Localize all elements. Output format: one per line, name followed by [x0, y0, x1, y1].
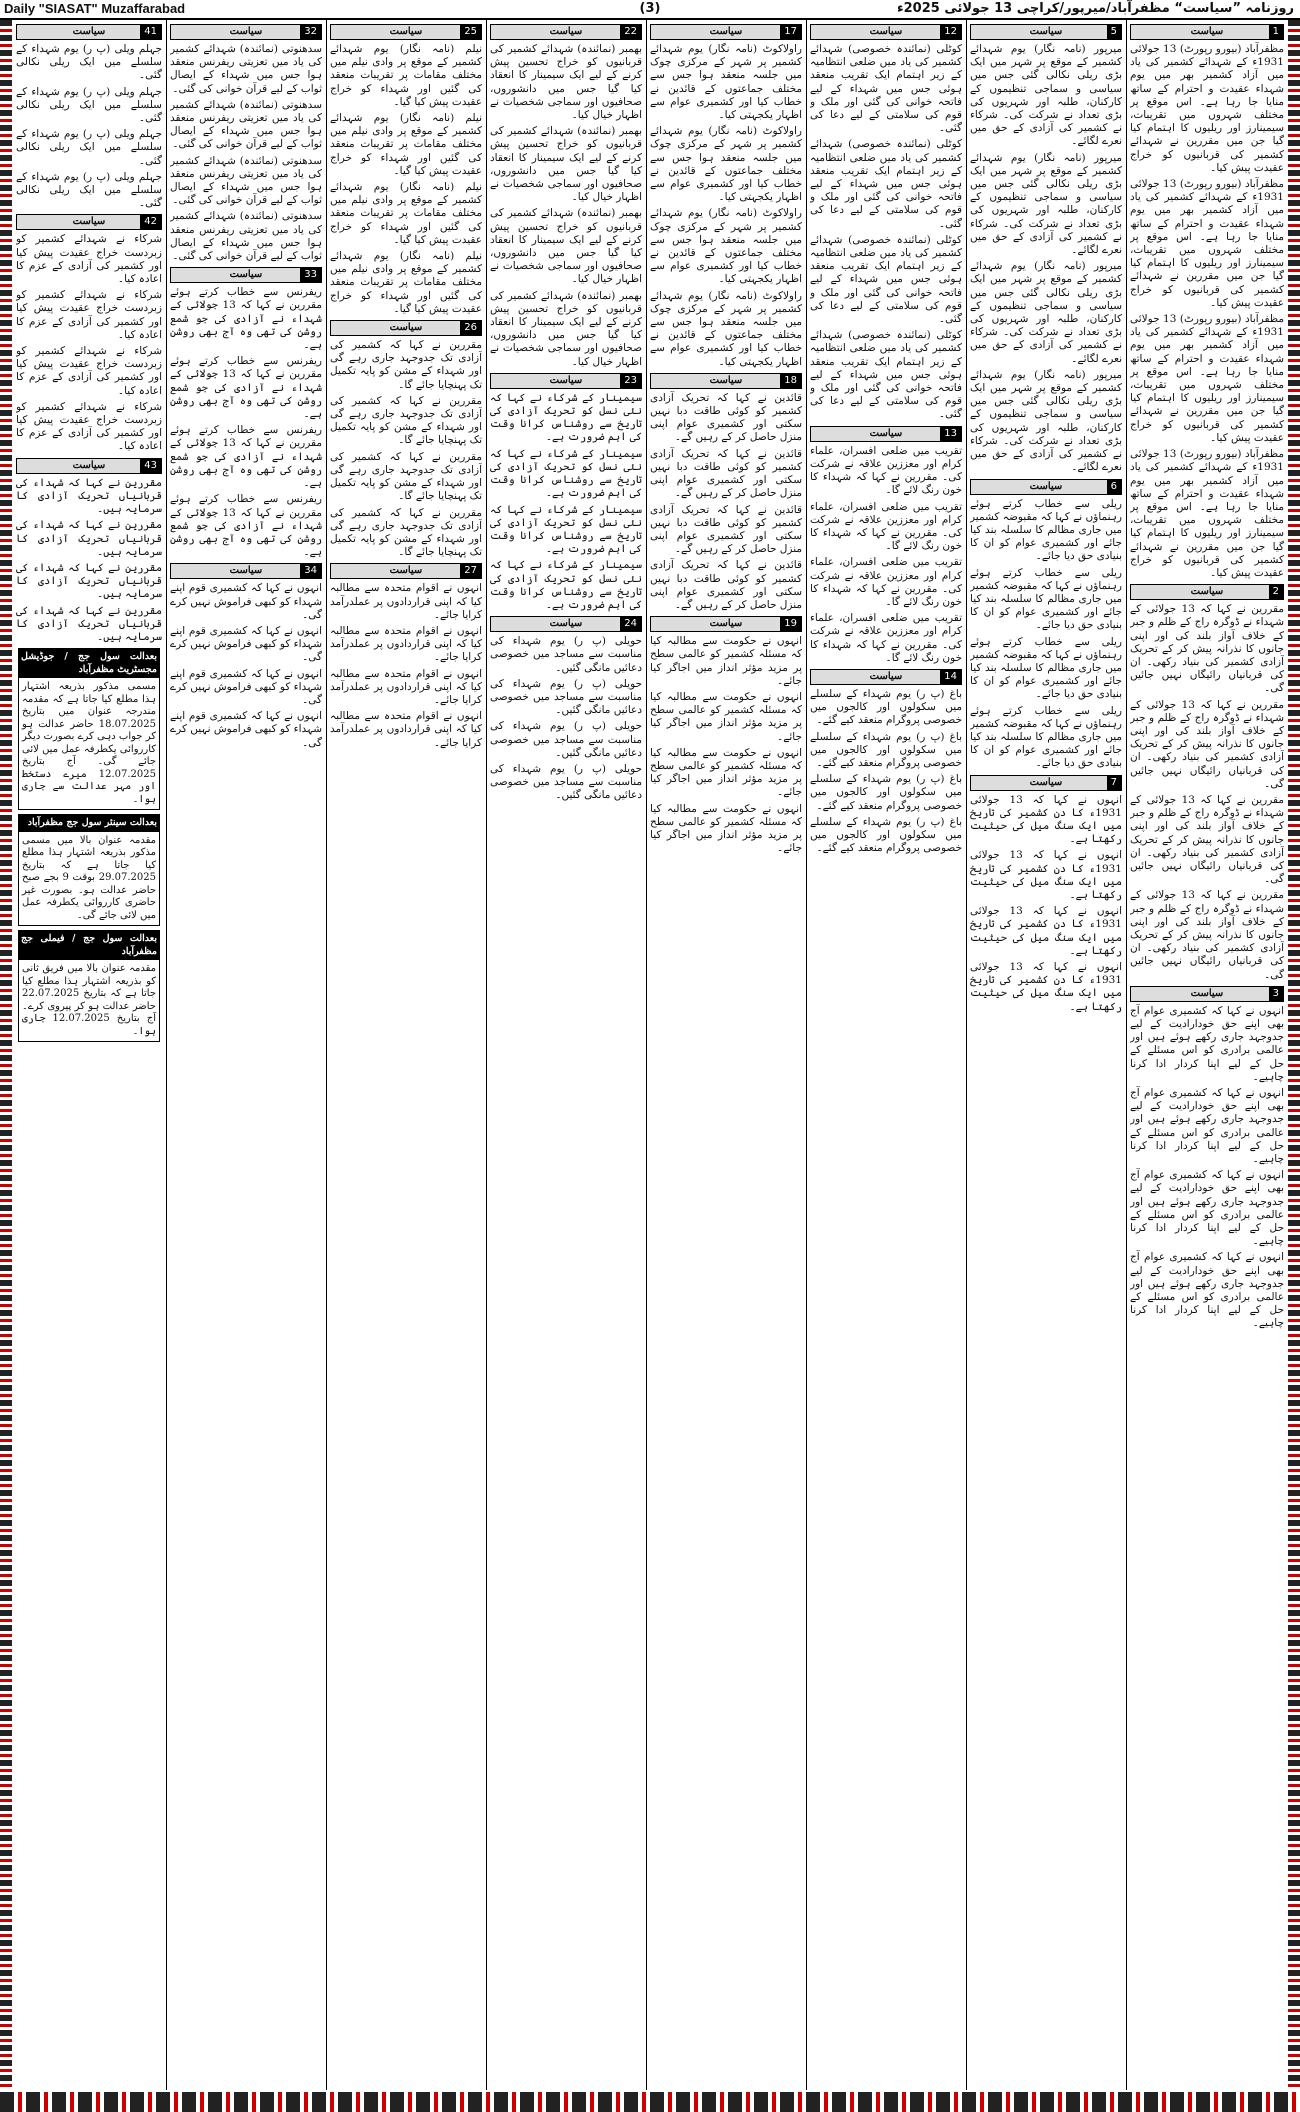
story-text: انہوں نے حکومت سے مطالبہ کیا کہ مسئلہ کشمیر کو عالمی سطح پر مزید مؤثر انداز میں اجاگر کیا جائے۔ [650, 802, 802, 855]
story-number: 14 [940, 670, 961, 684]
story-text: سیمینار کے شرکاء نے کہا کہ نئی نسل کو تحریک آزادی کی تاریخ سے روشناس کرانا وقت کی اہم ضرورت ہے۔ [490, 447, 642, 500]
story-text: راولاکوٹ (نامہ نگار) یوم شہدائے کشمیر پر شہر کے مرکزی چوک میں جلسہ منعقد ہوا جس سے مختلف جماعتوں کے قائدین نے خطاب کیا اور کشمیری عوام سے اظہار یکجہتی کیا۔ [650, 207, 802, 286]
column-6 [330, 20, 482, 2090]
story-header [16, 24, 162, 40]
story-label: سیاست [1190, 987, 1224, 999]
story-text: میرپور (نامہ نگار) یوم شہدائے کشمیر کے موقع پر شہر میں ایک بڑی ریلی نکالی گئی جس میں سیاسی و سماجی تنظیموں کے کارکنان، طلبہ اور شہریوں کی بڑی تعداد نے شرکت کی۔ شرکاء نے کشمیر کی آزادی کے حق میں نعرے لگائے۔ [970, 43, 1122, 148]
story-label: سیاست [389, 565, 423, 577]
story-text: باغ (پ ر) یوم شہداء کے سلسلے میں سکولوں اور کالجوں میں خصوصی پروگرام منعقد کیے گئے۔ [810, 687, 962, 727]
story-number: 23 [620, 374, 641, 388]
story-number: 41 [140, 25, 161, 39]
story-text: قائدین نے کہا کہ تحریک آزادی کشمیر کو کوئی طاقت دبا نہیں سکتی اور کشمیری عوام اپنی منزل حاصل کر کے رہیں گے۔ [650, 447, 802, 500]
story-text: مقررین نے کہا کہ کشمیر کی آزادی تک جدوجہد جاری رہے گی اور شہداء کے مشن کو پایہ تکمیل تک پہنچایا جائے گا۔ [330, 339, 482, 391]
story-label: سیاست [389, 26, 423, 37]
story-text: کوٹلی (نمائندہ خصوصی) شہدائے کشمیر کی یاد میں ضلعی انتظامیہ کے زیر اہتمام ایک تقریب منعقد ہوئی جس میں شہداء کے لیے فاتحہ خوانی کی گئی اور ملک و قوم کی سلامتی کے لیے دعا کی گئی۔ [810, 138, 962, 230]
story-text: انہوں نے کہا کہ 13 جولائی 1931ء کا دن کشمیر کی تاریخ میں ایک سنگ میل کی حیثیت رکھتا ہے۔ [970, 849, 1122, 901]
story-number: 5 [1107, 25, 1121, 39]
story-text: سدھنوتی (نمائندہ) شہدائے کشمیر کی یاد میں تعزیتی ریفرنس منعقد ہوا جس میں شہداء کے ایصال ثواب کے لیے قرآن خوانی کی گئی۔ [170, 210, 322, 263]
column-7 [170, 20, 322, 2090]
story-text: سدھنوتی (نمائندہ) شہدائے کشمیر کی یاد میں تعزیتی ریفرنس منعقد ہوا جس میں شہداء کے ایصال ثواب کے لیے قرآن خوانی کی گئی۔ [170, 154, 322, 207]
story-text: مظفرآباد (بیورو رپورٹ) 13 جولائی 1931ء کے شہدائے کشمیر کی یاد میں آزاد کشمیر بھر میں یوم شہداء عقیدت و احترام کے ساتھ منایا جا رہا ہے۔ اس موقع پر مختلف شہروں میں تقریبات، سیمینارز اور ریلیوں کا اہتمام کیا گیا جن میں مقررین نے شہدائے کشمیر کی قربانیوں کو خراج عقیدت پیش کیا۔ [1130, 313, 1284, 444]
court-notice-body: مقدمہ عنوان بالا میں مسمی مذکور بذریعہ اشتہار ہذا مطلع کیا جاتا ہے کہ بتاریخ 29.07.2025 بوقت 9 بجے صبح حاضر عدالت ہو۔ بصورت غیر حاضری کارروائی یکطرفہ عمل میں لائی جائے گی۔ [22, 834, 156, 921]
story-text: ریفرنس سے خطاب کرتے ہوئے مقررین نے کہا کہ 13 جولائی کے شہداء نے آزادی کی جو شمع روشن کی تھی وہ آج بھی روشن ہے۔ [170, 355, 322, 421]
court-notice-body: مقدمہ عنوان بالا میں فریق ثانی کو بذریعہ اشتہار ہذا مطلع کیا جاتا ہے کہ بتاریخ 22.07.2025 حاضر عدالت ہو کر پیروی کرے۔ آج بتاریخ 12.07.2025 جاری ہوا۔ [22, 963, 156, 1037]
story-number: 26 [460, 321, 481, 335]
story-label: سیاست [1190, 586, 1224, 598]
story-header [490, 616, 642, 632]
left-decorative-border [0, 20, 12, 2090]
story-text: مظفرآباد (بیورو رپورٹ) 13 جولائی 1931ء کے شہدائے کشمیر کی یاد میں آزاد کشمیر بھر میں یوم شہداء عقیدت و احترام کے ساتھ منایا جا رہا ہے۔ اس موقع پر مختلف شہروں میں تقریبات، سیمینارز اور ریلیوں کا اہتمام کیا گیا جن میں مقررین نے شہدائے کشمیر کی قربانیوں کو خراج عقیدت پیش کیا۔ [1130, 178, 1284, 309]
story-number: 24 [620, 617, 641, 631]
story-text: راولاکوٹ (نامہ نگار) یوم شہدائے کشمیر پر شہر کے مرکزی چوک میں جلسہ منعقد ہوا جس سے مختلف جماعتوں کے قائدین نے خطاب کیا اور کشمیری عوام سے اظہار یکجہتی کیا۔ [650, 289, 802, 368]
story-text: مظفرآباد (بیورو رپورٹ) 13 جولائی 1931ء کے شہدائے کشمیر کی یاد میں آزاد کشمیر بھر میں یوم شہداء عقیدت و احترام کے ساتھ منایا جا رہا ہے۔ اس موقع پر مختلف شہروں میں تقریبات، سیمینارز اور ریلیوں کا اہتمام کیا گیا جن میں مقررین نے شہدائے کشمیر کی قربانیوں کو خراج عقیدت پیش کیا۔ [1130, 43, 1284, 174]
story-text: نیلم (نامہ نگار) یوم شہدائے کشمیر کے موقع پر وادی نیلم میں مختلف مقامات پر تقریبات منعقد کی گئیں اور شہداء کو خراج عقیدت پیش کیا گیا۔ [330, 181, 482, 246]
story-text: انہوں نے اقوام متحدہ سے مطالبہ کیا کہ اپنی قراردادوں پر عملدرآمد کرایا جائے۔ [330, 710, 482, 749]
story-text: حویلی (پ ر) یوم شہداء کی مناسبت سے مساجد میں خصوصی دعائیں مانگی گئیں۔ [490, 762, 642, 802]
story-text: شرکاء نے شہدائے کشمیر کو زبردست خراج عقیدت پیش کیا اور کشمیر کی آزادی کے عزم کا اعادہ کیا۔ [16, 233, 162, 286]
story-header [810, 669, 962, 685]
story-header [970, 24, 1122, 40]
story-header [170, 267, 322, 283]
story-number: 32 [300, 25, 321, 39]
story-text: حویلی (پ ر) یوم شہداء کی مناسبت سے مساجد میں خصوصی دعائیں مانگی گئیں۔ [490, 635, 642, 674]
story-text: قائدین نے کہا کہ تحریک آزادی کشمیر کو کوئی طاقت دبا نہیں سکتی اور کشمیری عوام اپنی منزل حاصل کر کے رہیں گے۔ [650, 559, 802, 611]
story-text: انہوں نے حکومت سے مطالبہ کیا کہ مسئلہ کشمیر کو عالمی سطح پر مزید مؤثر انداز میں اجاگر کیا جائے۔ [650, 746, 802, 799]
story-text: حویلی (پ ر) یوم شہداء کی مناسبت سے مساجد میں خصوصی دعائیں مانگی گئیں۔ [490, 677, 642, 717]
story-number: 33 [300, 268, 321, 282]
story-text: ریلی سے خطاب کرتے ہوئے رہنماؤں نے کہا کہ مقبوضہ کشمیر میں جاری مظالم کا سلسلہ بند کیا جائے اور کشمیری عوام کو ان کا بنیادی حق دیا جائے۔ [970, 635, 1122, 701]
story-label: سیاست [869, 26, 903, 37]
column-1 [1130, 20, 1284, 2090]
story-header [1130, 24, 1284, 40]
story-text: ریفرنس سے خطاب کرتے ہوئے مقررین نے کہا کہ 13 جولائی کے شہداء نے آزادی کی جو شمع روشن کی تھی وہ آج بھی روشن ہے۔ [170, 286, 322, 352]
story-text: باغ (پ ر) یوم شہداء کے سلسلے میں سکولوں اور کالجوں میں خصوصی پروگرام منعقد کیے گئے۔ [810, 730, 962, 769]
story-text: انہوں نے کہا کہ کشمیری قوم اپنے شہداء کو کبھی فراموش نہیں کرے گی۔ [170, 624, 322, 664]
story-header [970, 775, 1122, 791]
story-header [650, 616, 802, 632]
story-text: مقررین نے کہا کہ شہداء کی قربانیاں تحریک آزادی کا سرمایہ ہیں۔ [16, 561, 162, 601]
story-text: انہوں نے کہا کہ کشمیری قوم اپنے شہداء کو کبھی فراموش نہیں کرے گی۔ [170, 710, 322, 749]
story-number: 17 [780, 25, 801, 39]
story-number: 19 [780, 617, 801, 631]
story-text: جہلم ویلی (پ ر) یوم شہداء کے سلسلے میں ایک ریلی نکالی گئی۔ [16, 85, 162, 125]
story-text: مقررین نے کہا کہ 13 جولائی کے شہداء نے ڈوگرہ راج کے ظلم و جبر کے خلاف آواز بلند کی اور اپنی جانوں کا نذرانہ پیش کر کے تحریک آزادی کشمیر کی بنیاد رکھی۔ ان کی قربانیاں رائیگاں نہیں جائیں گی۔ [1130, 793, 1284, 886]
story-text: ریلی سے خطاب کرتے ہوئے رہنماؤں نے کہا کہ مقبوضہ کشمیر میں جاری مظالم کا سلسلہ بند کیا جائے اور کشمیری عوام کو ان کا بنیادی حق دیا جائے۔ [970, 497, 1122, 563]
court-notice [18, 814, 160, 926]
story-text: راولاکوٹ (نامہ نگار) یوم شہدائے کشمیر پر شہر کے مرکزی چوک میں جلسہ منعقد ہوا جس سے مختلف جماعتوں کے قائدین نے خطاب کیا اور کشمیری عوام سے اظہار یکجہتی کیا۔ [650, 43, 802, 122]
court-notice [18, 648, 160, 810]
story-text: مقررین نے کہا کہ شہداء کی قربانیاں تحریک آزادی کا سرمایہ ہیں۔ [16, 604, 162, 643]
story-number: 42 [140, 215, 161, 229]
story-number: 12 [940, 25, 961, 39]
story-text: میرپور (نامہ نگار) یوم شہدائے کشمیر کے موقع پر شہر میں ایک بڑی ریلی نکالی گئی جس میں سیاسی و سماجی تنظیموں کے کارکنان، طلبہ اور شہریوں کی بڑی تعداد نے شرکت کی۔ شرکاء نے کشمیر کی آزادی کے حق میں نعرے لگائے۔ [970, 260, 1122, 365]
story-text: انہوں نے کہا کہ 13 جولائی 1931ء کا دن کشمیر کی تاریخ میں ایک سنگ میل کی حیثیت رکھتا ہے۔ [970, 793, 1122, 846]
story-header [330, 24, 482, 40]
story-text: تقریب میں ضلعی افسران، علماء کرام اور معززین علاقہ نے شرکت کی۔ مقررین نے کہا کہ شہداء کا خون رنگ لائے گا۔ [810, 612, 962, 664]
story-header [810, 426, 962, 442]
story-text: میرپور (نامہ نگار) یوم شہدائے کشمیر کے موقع پر شہر میں ایک بڑی ریلی نکالی گئی جس میں سیاسی و سماجی تنظیموں کے کارکنان، طلبہ اور شہریوں کی بڑی تعداد نے شرکت کی۔ شرکاء نے کشمیر کی آزادی کے حق میں نعرے لگائے۔ [970, 151, 1122, 257]
story-label: سیاست [1029, 26, 1063, 37]
story-label: سیاست [869, 427, 903, 439]
story-label: سیاست [1029, 480, 1063, 492]
story-text: کوٹلی (نمائندہ خصوصی) شہدائے کشمیر کی یاد میں ضلعی انتظامیہ کے زیر اہتمام ایک تقریب منعقد ہوئی جس میں شہداء کے لیے فاتحہ خوانی کی گئی اور ملک و قوم کی سلامتی کے لیے دعا کی گئی۔ [810, 233, 962, 326]
story-text: انہوں نے کہا کہ 13 جولائی 1931ء کا دن کشمیر کی تاریخ میں ایک سنگ میل کی حیثیت رکھتا ہے۔ [970, 905, 1122, 957]
story-text: جہلم ویلی (پ ر) یوم شہداء کے سلسلے میں ایک ریلی نکالی گئی۔ [16, 43, 162, 82]
story-text: بھمبر (نمائندہ) شہدائے کشمیر کی قربانیوں کو خراج تحسین پیش کرنے کے لیے ایک سیمینار کا انعقاد کیا گیا جس میں دانشوروں، صحافیوں اور سماجی شخصیات نے اظہار خیال کیا۔ [490, 43, 642, 122]
story-label: سیاست [229, 269, 263, 281]
story-text: جہلم ویلی (پ ر) یوم شہداء کے سلسلے میں ایک ریلی نکالی گئی۔ [16, 170, 162, 210]
story-text: انہوں نے کہا کہ کشمیری عوام آج بھی اپنے حق خودارادیت کے لیے جدوجہد جاری رکھے ہوئے ہیں اور عالمی برادری کو اس مسئلے کے حل کے لیے اپنا کردار ادا کرنا چاہیے۔ [1130, 1169, 1284, 1248]
right-decorative-border [1288, 20, 1300, 2090]
column-4 [650, 20, 802, 2090]
story-text: تقریب میں ضلعی افسران، علماء کرام اور معززین علاقہ نے شرکت کی۔ مقررین نے کہا کہ شہداء کا خون رنگ لائے گا۔ [810, 556, 962, 608]
story-text: انہوں نے کہا کہ کشمیری قوم اپنے شہداء کو کبھی فراموش نہیں کرے گی۔ [170, 667, 322, 706]
story-label: سیاست [1190, 26, 1224, 37]
story-label: سیاست [1029, 776, 1063, 788]
story-label: سیاست [549, 26, 583, 37]
story-number: 27 [460, 564, 481, 578]
story-number: 7 [1107, 776, 1121, 790]
column-divider [806, 20, 807, 2090]
story-header [330, 320, 482, 336]
story-label: سیاست [229, 26, 263, 37]
story-text: مقررین نے کہا کہ کشمیر کی آزادی تک جدوجہد جاری رہے گی اور شہداء کے مشن کو پایہ تکمیل تک پہنچایا جائے گا۔ [330, 450, 482, 503]
story-label: سیاست [709, 374, 743, 386]
story-text: شرکاء نے شہدائے کشمیر کو زبردست خراج عقیدت پیش کیا اور کشمیر کی آزادی کے عزم کا اعادہ کیا۔ [16, 345, 162, 397]
story-text: باغ (پ ر) یوم شہداء کے سلسلے میں سکولوں اور کالجوں میں خصوصی پروگرام منعقد کیے گئے۔ [810, 773, 962, 812]
story-header [1130, 584, 1284, 600]
story-text: سیمینار کے شرکاء نے کہا کہ نئی نسل کو تحریک آزادی کی تاریخ سے روشناس کرانا وقت کی اہم ضرورت ہے۔ [490, 503, 642, 556]
court-notice-title: بعدالت سول جج / جوڈیشل مجسٹریٹ مظفرآباد [19, 649, 159, 678]
story-text: سیمینار کے شرکاء نے کہا کہ نئی نسل کو تحریک آزادی کی تاریخ سے روشناس کرانا وقت کی اہم ضرورت ہے۔ [490, 391, 642, 444]
column-5 [490, 20, 642, 2090]
story-header [1130, 986, 1284, 1002]
story-text: ریفرنس سے خطاب کرتے ہوئے مقررین نے کہا کہ 13 جولائی کے شہداء نے آزادی کی جو شمع روشن کی تھی وہ آج بھی روشن ہے۔ [170, 493, 322, 559]
story-header [16, 214, 162, 230]
story-text: انہوں نے کہا کہ کشمیری عوام آج بھی اپنے حق خودارادیت کے لیے جدوجہد جاری رکھے ہوئے ہیں اور عالمی برادری کو اس مسئلے کے حل کے لیے اپنا کردار ادا کرنا چاہیے۔ [1130, 1251, 1284, 1330]
column-8 [16, 20, 162, 2090]
story-text: باغ (پ ر) یوم شہداء کے سلسلے میں سکولوں اور کالجوں میں خصوصی پروگرام منعقد کیے گئے۔ [810, 815, 962, 855]
story-number: 2 [1269, 585, 1283, 599]
page-number: (3) [639, 1, 661, 16]
story-label: سیاست [709, 618, 743, 630]
column-3 [810, 20, 962, 2090]
story-number: 13 [940, 427, 961, 441]
story-header [170, 24, 322, 40]
column-2 [970, 20, 1122, 2090]
story-text: نیلم (نامہ نگار) یوم شہدائے کشمیر کے موقع پر وادی نیلم میں مختلف مقامات پر تقریبات منعقد کی گئیں اور شہداء کو خراج عقیدت پیش کیا گیا۔ [330, 112, 482, 177]
column-divider [646, 20, 647, 2090]
story-text: انہوں نے حکومت سے مطالبہ کیا کہ مسئلہ کشمیر کو عالمی سطح پر مزید مؤثر انداز میں اجاگر کیا جائے۔ [650, 690, 802, 743]
story-number: 3 [1269, 987, 1283, 1001]
masthead-urdu-title: روزنامہ ”سیاست“ مظفرآباد/میرپور/کراچی 13 جولائی 2025ء [896, 1, 1294, 16]
masthead-english-title: Daily "SIASAT" Muzaffarabad [4, 1, 186, 16]
story-header [490, 24, 642, 40]
story-text: تقریب میں ضلعی افسران، علماء کرام اور معززین علاقہ نے شرکت کی۔ مقررین نے کہا کہ شہداء کا خون رنگ لائے گا۔ [810, 444, 962, 497]
story-number: 43 [140, 459, 161, 473]
story-text: حویلی (پ ر) یوم شہداء کی مناسبت سے مساجد میں خصوصی دعائیں مانگی گئیں۔ [490, 720, 642, 759]
story-header [650, 373, 802, 389]
story-label: سیاست [72, 216, 106, 228]
story-label: سیاست [72, 459, 106, 471]
story-text: بھمبر (نمائندہ) شہدائے کشمیر کی قربانیوں کو خراج تحسین پیش کرنے کے لیے ایک سیمینار کا انعقاد کیا گیا جس میں دانشوروں، صحافیوں اور سماجی شخصیات نے اظہار خیال کیا۔ [490, 289, 642, 368]
story-text: بھمبر (نمائندہ) شہدائے کشمیر کی قربانیوں کو خراج تحسین پیش کرنے کے لیے ایک سیمینار کا انعقاد کیا گیا جس میں دانشوروں، صحافیوں اور سماجی شخصیات نے اظہار خیال کیا۔ [490, 125, 642, 204]
story-text: مقررین نے کہا کہ 13 جولائی کے شہداء نے ڈوگرہ راج کے ظلم و جبر کے خلاف آواز بلند کی اور اپنی جانوں کا نذرانہ پیش کر کے تحریک آزادی کشمیر کی بنیاد رکھی۔ ان کی قربانیاں رائیگاں نہیں جائیں گی۔ [1130, 698, 1284, 790]
story-header [330, 563, 482, 579]
story-number: 6 [1107, 480, 1121, 494]
story-text: مقررین نے کہا کہ 13 جولائی کے شہداء نے ڈوگرہ راج کے ظلم و جبر کے خلاف آواز بلند کی اور اپنی جانوں کا نذرانہ پیش کر کے تحریک آزادی کشمیر کی بنیاد رکھی۔ ان کی قربانیاں رائیگاں نہیں جائیں گی۔ [1130, 889, 1284, 981]
story-text: کوٹلی (نمائندہ خصوصی) شہدائے کشمیر کی یاد میں ضلعی انتظامیہ کے زیر اہتمام ایک تقریب منعقد ہوئی جس میں شہداء کے لیے فاتحہ خوانی کی گئی اور ملک و قوم کی سلامتی کے لیے دعا کی گئی۔ [810, 43, 962, 135]
bottom-decorative-border [0, 2092, 1300, 2112]
story-text: ریلی سے خطاب کرتے ہوئے رہنماؤں نے کہا کہ مقبوضہ کشمیر میں جاری مظالم کا سلسلہ بند کیا جائے اور کشمیری عوام کو ان کا بنیادی حق دیا جائے۔ [970, 566, 1122, 632]
story-label: سیاست [709, 26, 743, 37]
story-number: 22 [620, 25, 641, 39]
court-notice-body: مسمی مذکور بذریعہ اشتہار ہذا مطلع کیا جاتا ہے کہ مقدمہ مندرجہ عنوان میں بتاریخ 18.07.2025 حاضر عدالت ہو کر جواب دہی کرے بصورت دیگر کارروائی یکطرفہ عمل میں لائی جائے گی۔ آج بتاریخ 12.07.2025 میرے دستخط اور مہر عدالت سے جاری ہوا۔ [22, 681, 156, 805]
column-divider [166, 20, 167, 2090]
story-text: مقررین نے کہا کہ 13 جولائی کے شہداء نے ڈوگرہ راج کے ظلم و جبر کے خلاف آواز بلند کی اور اپنی جانوں کا نذرانہ پیش کر کے تحریک آزادی کشمیر کی بنیاد رکھی۔ ان کی قربانیاں رائیگاں نہیں جائیں گی۔ [1130, 603, 1284, 695]
story-text: مقررین نے کہا کہ کشمیر کی آزادی تک جدوجہد جاری رہے گی اور شہداء کے مشن کو پایہ تکمیل تک پہنچایا جائے گا۔ [330, 394, 482, 447]
column-divider [1126, 20, 1127, 2090]
story-text: انہوں نے اقوام متحدہ سے مطالبہ کیا کہ اپنی قراردادوں پر عملدرآمد کرایا جائے۔ [330, 582, 482, 621]
story-header [170, 563, 322, 579]
story-text: مظفرآباد (بیورو رپورٹ) 13 جولائی 1931ء کے شہدائے کشمیر کی یاد میں آزاد کشمیر بھر میں یوم شہداء عقیدت و احترام کے ساتھ منایا جا رہا ہے۔ اس موقع پر مختلف شہروں میں تقریبات، سیمینارز اور ریلیوں کا اہتمام کیا گیا جن میں مقررین نے شہدائے کشمیر کی قربانیوں کو خراج عقیدت پیش کیا۔ [1130, 448, 1284, 579]
story-text: کوٹلی (نمائندہ خصوصی) شہدائے کشمیر کی یاد میں ضلعی انتظامیہ کے زیر اہتمام ایک تقریب منعقد ہوئی جس میں شہداء کے لیے فاتحہ خوانی کی گئی اور ملک و قوم کی سلامتی کے لیے دعا کی گئی۔ [810, 329, 962, 421]
story-text: انہوں نے اقوام متحدہ سے مطالبہ کیا کہ اپنی قراردادوں پر عملدرآمد کرایا جائے۔ [330, 667, 482, 706]
story-header [16, 458, 162, 474]
story-text: شرکاء نے شہدائے کشمیر کو زبردست خراج عقیدت پیش کیا اور کشمیر کی آزادی کے عزم کا اعادہ کیا۔ [16, 400, 162, 453]
story-text: انہوں نے کہا کہ کشمیری عوام آج بھی اپنے حق خودارادیت کے لیے جدوجہد جاری رکھے ہوئے ہیں اور عالمی برادری کو اس مسئلے کے حل کے لیے اپنا کردار ادا کرنا چاہیے۔ [1130, 1004, 1284, 1083]
story-text: انہوں نے کہا کہ کشمیری قوم اپنے شہداء کو کبھی فراموش نہیں کرے گی۔ [170, 582, 322, 621]
column-divider [486, 20, 487, 2090]
story-number: 18 [780, 374, 801, 388]
story-header [650, 24, 802, 40]
story-text: مقررین نے کہا کہ کشمیر کی آزادی تک جدوجہد جاری رہے گی اور شہداء کے مشن کو پایہ تکمیل تک پہنچایا جائے گا۔ [330, 506, 482, 559]
story-text: سیمینار کے شرکاء نے کہا کہ نئی نسل کو تحریک آزادی کی تاریخ سے روشناس کرانا وقت کی اہم ضرورت ہے۔ [490, 559, 642, 611]
story-text: قائدین نے کہا کہ تحریک آزادی کشمیر کو کوئی طاقت دبا نہیں سکتی اور کشمیری عوام اپنی منزل حاصل کر کے رہیں گے۔ [650, 391, 802, 444]
story-text: مقررین نے کہا کہ شہداء کی قربانیاں تحریک آزادی کا سرمایہ ہیں۔ [16, 476, 162, 516]
story-number: 1 [1269, 25, 1283, 39]
story-text: ریفرنس سے خطاب کرتے ہوئے مقررین نے کہا کہ 13 جولائی کے شہداء نے آزادی کی جو شمع روشن کی تھی وہ آج بھی روشن ہے۔ [170, 424, 322, 490]
story-text: مقررین نے کہا کہ شہداء کی قربانیاں تحریک آزادی کا سرمایہ ہیں۔ [16, 519, 162, 558]
story-text: جہلم ویلی (پ ر) یوم شہداء کے سلسلے میں ایک ریلی نکالی گئی۔ [16, 128, 162, 167]
story-text: نیلم (نامہ نگار) یوم شہدائے کشمیر کے موقع پر وادی نیلم میں مختلف مقامات پر تقریبات منعقد کی گئیں اور شہداء کو خراج عقیدت پیش کیا گیا۔ [330, 250, 482, 315]
story-label: سیاست [549, 374, 583, 386]
story-header [970, 479, 1122, 495]
story-number: 34 [300, 564, 321, 578]
story-text: قائدین نے کہا کہ تحریک آزادی کشمیر کو کوئی طاقت دبا نہیں سکتی اور کشمیری عوام اپنی منزل حاصل کر کے رہیں گے۔ [650, 503, 802, 556]
story-text: میرپور (نامہ نگار) یوم شہدائے کشمیر کے موقع پر شہر میں ایک بڑی ریلی نکالی گئی جس میں سیاسی و سماجی تنظیموں کے کارکنان، طلبہ اور شہریوں کی بڑی تعداد نے شرکت کی۔ شرکاء نے کشمیر کی آزادی کے حق میں نعرے لگائے۔ [970, 368, 1122, 474]
story-label: سیاست [549, 618, 583, 630]
story-text: ریلی سے خطاب کرتے ہوئے رہنماؤں نے کہا کہ مقبوضہ کشمیر میں جاری مظالم کا سلسلہ بند کیا جائے اور کشمیری عوام کو ان کا بنیادی حق دیا جائے۔ [970, 704, 1122, 770]
story-header [810, 24, 962, 40]
story-label: سیاست [869, 670, 903, 682]
story-header [490, 373, 642, 389]
story-text: سدھنوتی (نمائندہ) شہدائے کشمیر کی یاد میں تعزیتی ریفرنس منعقد ہوا جس میں شہداء کے ایصال ثواب کے لیے قرآن خوانی کی گئی۔ [170, 98, 322, 151]
story-label: سیاست [229, 565, 263, 577]
story-number: 25 [460, 25, 481, 39]
story-label: سیاست [389, 322, 423, 334]
story-text: بھمبر (نمائندہ) شہدائے کشمیر کی قربانیوں کو خراج تحسین پیش کرنے کے لیے ایک سیمینار کا انعقاد کیا گیا جس میں دانشوروں، صحافیوں اور سماجی شخصیات نے اظہار خیال کیا۔ [490, 207, 642, 286]
story-text: انہوں نے کہا کہ 13 جولائی 1931ء کا دن کشمیر کی تاریخ میں ایک سنگ میل کی حیثیت رکھتا ہے۔ [970, 961, 1122, 1013]
court-notice-title: بعدالت سول جج / فیملی جج مظفرآباد [19, 931, 159, 960]
court-notice [18, 930, 160, 1042]
column-divider [966, 20, 967, 2090]
story-text: شرکاء نے شہدائے کشمیر کو زبردست خراج عقیدت پیش کیا اور کشمیر کی آزادی کے عزم کا اعادہ کیا۔ [16, 289, 162, 341]
story-text: انہوں نے حکومت سے مطالبہ کیا کہ مسئلہ کشمیر کو عالمی سطح پر مزید مؤثر انداز میں اجاگر کیا جائے۔ [650, 635, 802, 687]
story-text: سدھنوتی (نمائندہ) شہدائے کشمیر کی یاد میں تعزیتی ریفرنس منعقد ہوا جس میں شہداء کے ایصال ثواب کے لیے قرآن خوانی کی گئی۔ [170, 43, 322, 95]
story-text: نیلم (نامہ نگار) یوم شہدائے کشمیر کے موقع پر وادی نیلم میں مختلف مقامات پر تقریبات منعقد کی گئیں اور شہداء کو خراج عقیدت پیش کیا گیا۔ [330, 43, 482, 108]
story-text: راولاکوٹ (نامہ نگار) یوم شہدائے کشمیر پر شہر کے مرکزی چوک میں جلسہ منعقد ہوا جس سے مختلف جماعتوں کے قائدین نے خطاب کیا اور کشمیری عوام سے اظہار یکجہتی کیا۔ [650, 125, 802, 204]
masthead [0, 0, 1300, 20]
story-text: تقریب میں ضلعی افسران، علماء کرام اور معززین علاقہ نے شرکت کی۔ مقررین نے کہا کہ شہداء کا خون رنگ لائے گا۔ [810, 500, 962, 553]
story-text: انہوں نے اقوام متحدہ سے مطالبہ کیا کہ اپنی قراردادوں پر عملدرآمد کرایا جائے۔ [330, 624, 482, 664]
story-label: سیاست [72, 26, 106, 37]
story-text: انہوں نے کہا کہ کشمیری عوام آج بھی اپنے حق خودارادیت کے لیے جدوجہد جاری رکھے ہوئے ہیں اور عالمی برادری کو اس مسئلے کے حل کے لیے اپنا کردار ادا کرنا چاہیے۔ [1130, 1087, 1284, 1166]
column-divider [326, 20, 327, 2090]
court-notice-title: بعدالت سینئر سول جج مظفرآباد [19, 815, 159, 832]
